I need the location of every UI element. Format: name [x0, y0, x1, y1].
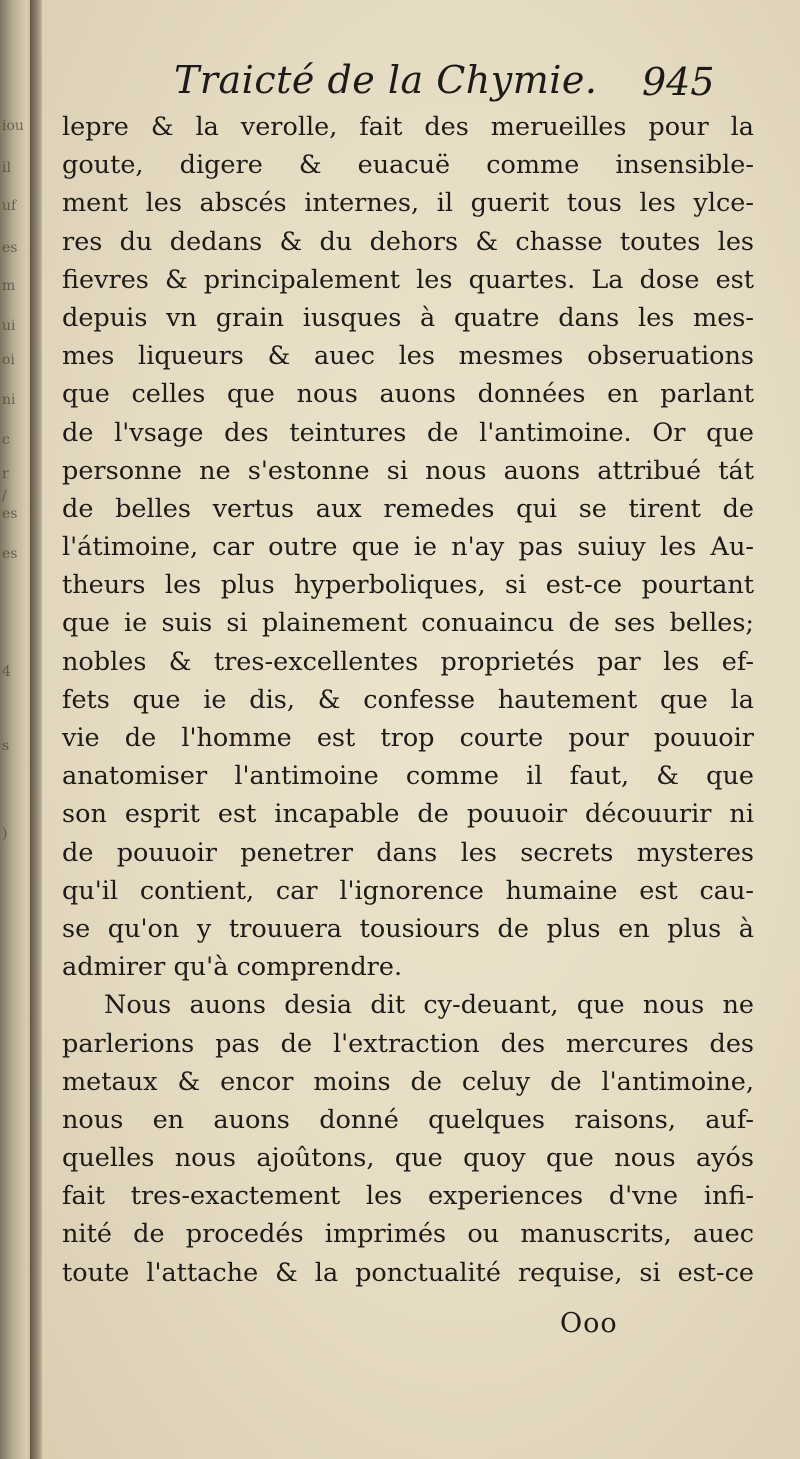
- text-line: ment les abscés internes, il guerit tous les ylce-: [62, 188, 754, 219]
- left-page-fragment: m: [2, 278, 16, 294]
- text-line: de l'vsage des teintures de l'antimoine. Or que: [62, 417, 754, 448]
- left-page-fragment: es: [2, 506, 18, 522]
- text-line: que celles que nous auons données en parlant: [62, 379, 754, 410]
- text-line: mes liqueurs & auec les mesmes obseruations: [62, 341, 754, 372]
- text-line: son esprit est incapable de pouuoir découurir ni: [62, 799, 754, 830]
- left-page-fragment: ni: [2, 392, 16, 408]
- left-page-fragment: ): [2, 826, 8, 842]
- left-page-fragment: c: [2, 432, 10, 448]
- text-line: fets que ie dis, & confesse hautement que la: [62, 684, 754, 715]
- text-line: qu'il contient, car l'ignorence humaine est cau-: [62, 875, 754, 906]
- text-line: que ie suis si plainement conuaincu de ses belles;: [62, 608, 754, 639]
- left-page-fragment: il: [2, 160, 11, 176]
- left-page-fragment: uf: [2, 198, 17, 214]
- left-page-fragment: es: [2, 240, 18, 256]
- text-line: se qu'on y trouuera tousiours de plus en plus à: [62, 913, 754, 944]
- page-header: [42, 56, 800, 112]
- text-line: admirer qu'à comprendre.: [62, 952, 403, 983]
- text-line: de belles vertus aux remedes qui se tirent de: [62, 493, 754, 524]
- text-line: toute l'attache & la ponctualité requise, si est-ce: [62, 1257, 754, 1288]
- text-line: l'átimoine, car outre que ie n'ay pas suiuy les Au-: [62, 532, 754, 563]
- left-page-fragment: es: [2, 546, 18, 562]
- left-page-fragment: oi: [2, 352, 15, 368]
- text-line: goute, digere & euacuë comme insensible-: [62, 150, 754, 181]
- text-line: anatomiser l'antimoine comme il faut, & que: [62, 761, 754, 792]
- left-page-fragment: s: [2, 738, 10, 754]
- text-line: depuis vn grain iusques à quatre dans les mes-: [62, 302, 754, 333]
- text-line: nous en auons donné quelques raisons, auf-: [62, 1104, 754, 1135]
- text-line: lepre & la verolle, fait des merueilles pour la: [62, 112, 754, 142]
- left-page-fragment: r: [2, 466, 9, 482]
- catchword: Ooo: [560, 1308, 618, 1339]
- text-line: nobles & tres-excellentes proprietés par les ef-: [62, 646, 754, 677]
- left-page-fragment: 4: [2, 664, 11, 680]
- text-line: theurs les plus hyperboliques, si est-ce pourtant: [62, 570, 754, 601]
- text-line: personne ne s'estonne si nous auons attribué tát: [62, 455, 754, 486]
- text-line: fievres & principalement les quartes. La dose est: [62, 264, 754, 295]
- left-page-fragment: ui: [2, 318, 16, 334]
- left-page-fragment: /: [2, 488, 7, 504]
- text-line: vie de l'homme est trop courte pour pouuoir: [62, 723, 754, 753]
- text-line: metaux & encor moins de celuy de l'antimoine,: [62, 1066, 754, 1097]
- left-page-fragment: iou: [2, 118, 24, 134]
- page-number: 945: [642, 60, 715, 104]
- book-page: [42, 0, 800, 1459]
- body-text: [62, 108, 754, 1292]
- text-line: fait tres-exactement les experiences d'vne infi-: [62, 1181, 754, 1212]
- text-line: parlerions pas de l'extraction des mercures des: [62, 1028, 754, 1059]
- text-line: Nous auons desia dit cy-deuant, que nous ne: [104, 990, 754, 1021]
- text-line: nité de procedés imprimés ou manuscrits, auec: [62, 1219, 754, 1250]
- text-line: res du dedans & du dehors & chasse toutes les: [62, 226, 754, 257]
- text-line: de pouuoir penetrer dans les secrets mysteres: [62, 837, 754, 868]
- text-line: quelles nous ajoûtons, que quoy que nous ayós: [62, 1143, 754, 1174]
- running-title: Traicté de la Chymie.: [174, 58, 598, 102]
